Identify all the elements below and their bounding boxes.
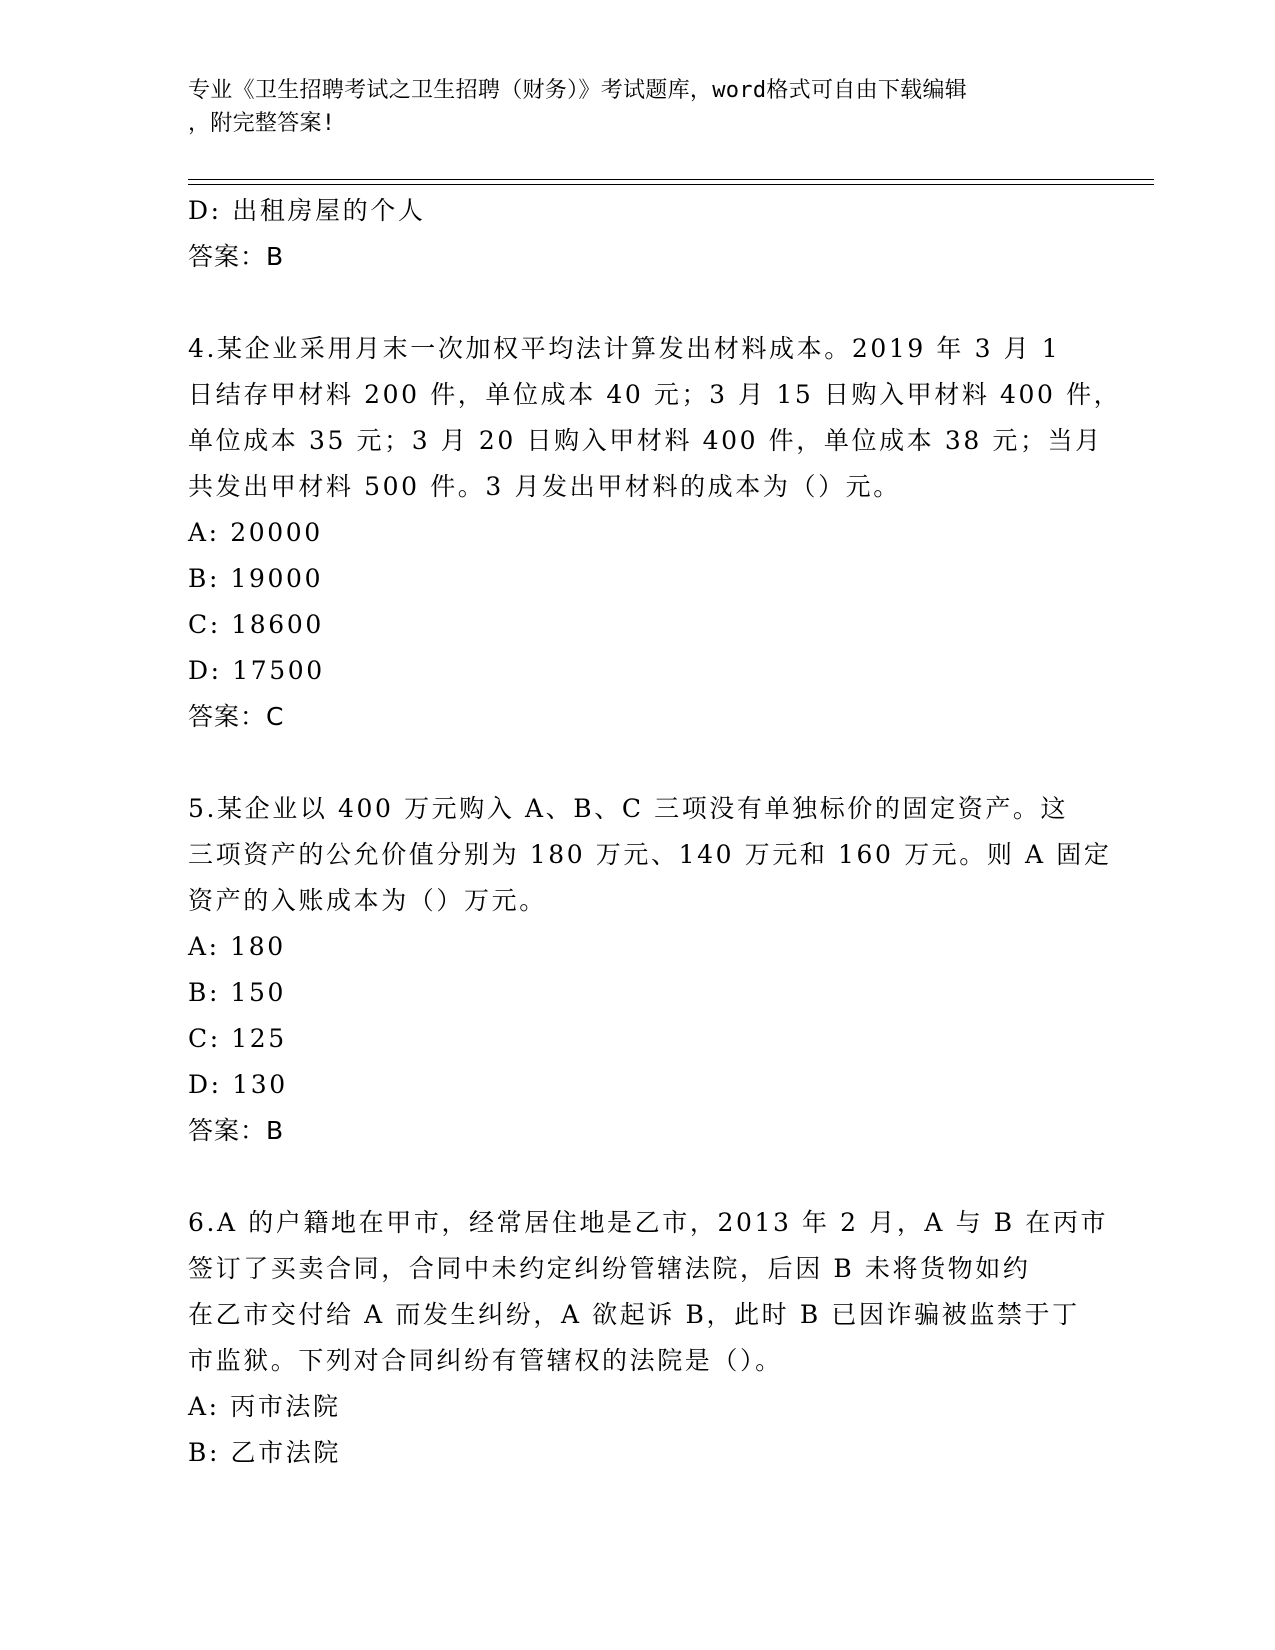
- option-a: A: 20000: [188, 518, 323, 547]
- option-d: D: 17500: [188, 656, 325, 685]
- question-text-line: 在乙市交付给 A 而发生纠纷，A 欲起诉 B，此时 B 已因诈骗被监禁于丁: [188, 1300, 1080, 1329]
- question-5: [188, 786, 1112, 1154]
- answer-line: 答案：C: [188, 702, 285, 731]
- document-body: [188, 188, 1122, 1476]
- header-line-2: ，附完整答案!: [188, 111, 336, 136]
- option-b: B: 150: [188, 978, 287, 1007]
- option-d: D: 出租房屋的个人: [188, 196, 426, 225]
- question-text-line: 签订了买卖合同，合同中未约定纠纷管辖法院，后因 B 未将货物如约: [188, 1254, 1031, 1283]
- question-text-line: 三项资产的公允价值分别为 180 万元、140 万元和 160 万元。则 A 固定: [188, 840, 1112, 869]
- question-text-line: 5.某企业以 400 万元购入 A、B、C 三项没有单独标价的固定资产。这: [188, 794, 1069, 823]
- question-text-line: 单位成本 35 元；3 月 20 日购入甲材料 400 件，单位成本 38 元；当月: [188, 426, 1103, 455]
- question-text-line: 共发出甲材料 500 件。3 月发出甲材料的成本为（）元。: [188, 472, 901, 501]
- question-text-line: 市监狱。下列对合同纠纷有管辖权的法院是（）。: [188, 1346, 783, 1375]
- option-a: A: 丙市法院: [188, 1392, 341, 1421]
- answer-line: 答案：B: [188, 1116, 285, 1145]
- question-6: [188, 1200, 1109, 1476]
- question-text-line: 6.A 的户籍地在甲市，经常居住地是乙市，2013 年 2 月，A 与 B 在丙市: [188, 1208, 1109, 1237]
- option-c: C: 125: [188, 1024, 287, 1053]
- spacer: [188, 280, 1088, 326]
- question-text-line: 4.某企业采用月末一次加权平均法计算发出材料成本。2019 年 3 月 1: [188, 334, 1061, 363]
- header-divider-top: [188, 179, 1154, 180]
- option-b: B: 乙市法院: [188, 1438, 341, 1467]
- document-header: [188, 74, 1088, 140]
- header-divider-bottom: [188, 184, 1154, 185]
- prev-question-tail: [188, 188, 1088, 280]
- option-c: C: 18600: [188, 610, 324, 639]
- question-text-line: 日结存甲材料 200 件，单位成本 40 元；3 月 15 日购入甲材料 400 件，: [188, 380, 1122, 409]
- spacer: [188, 740, 1088, 786]
- option-a: A: 180: [188, 932, 286, 961]
- spacer: [188, 1154, 1088, 1200]
- question-text-line: 资产的入账成本为（）万元。: [188, 886, 547, 915]
- option-b: B: 19000: [188, 564, 324, 593]
- header-line-1: 专业《卫生招聘考试之卫生招聘（财务）》考试题库，word格式可自由下载编辑: [188, 78, 968, 103]
- answer-line: 答案：B: [188, 242, 285, 271]
- option-d: D: 130: [188, 1070, 288, 1099]
- question-4: [188, 326, 1122, 740]
